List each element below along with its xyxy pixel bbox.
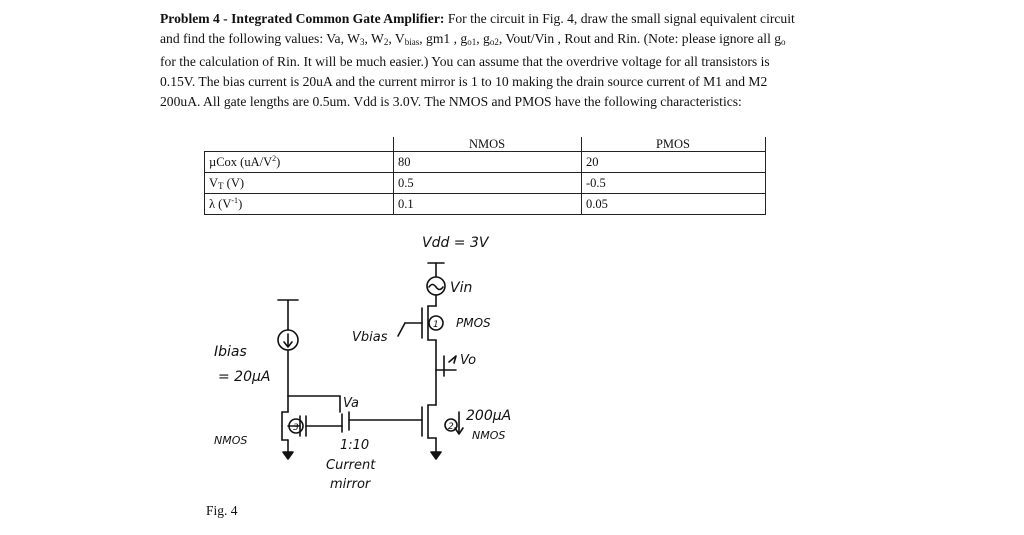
- nmos-value: 80: [394, 152, 582, 173]
- problem-text: , V: [388, 30, 405, 46]
- m3-number: 3: [293, 423, 299, 433]
- va-label: Va: [343, 396, 360, 411]
- i200-label: 200μA: [466, 408, 512, 424]
- subscript: bias: [404, 36, 420, 47]
- figure-label: Fig. 4: [206, 503, 238, 518]
- vin-label: Vin: [450, 280, 473, 296]
- param-label: V: [209, 176, 219, 190]
- mirror-word2: mirror: [330, 477, 371, 492]
- nmos-m2: [422, 405, 463, 459]
- nmos-value: 0.5: [394, 173, 582, 194]
- problem-text: , gm1 , g: [419, 30, 468, 46]
- pmos-label: PMOS: [456, 316, 491, 330]
- problem-text: For the circuit in Fig. 4, draw the small signal equivalent circuit and find the following values: Va, W: [160, 11, 795, 46]
- problem-text: , g: [476, 30, 490, 46]
- problem-text: for the calculation of Rin. It will be much easier.) You can assume that the overdrive voltage for all transistors is 0.15V. The bias current is 20uA and the current mirror is 1 to 10 making the drain source current of M1 and M2 200uA. All gate lengths are 0.5um. Vdd is 3.0V. The NMOS and PMOS have the following characteristics:: [160, 54, 770, 109]
- subscript: o1: [467, 36, 477, 47]
- superscript: 2: [272, 154, 277, 163]
- subscript: o: [781, 36, 786, 47]
- subscript: 2: [383, 36, 389, 47]
- pmos-value: 20: [582, 152, 766, 173]
- mirror-word1: Current: [326, 458, 376, 473]
- param-label: ): [276, 155, 281, 169]
- param-label: λ (V: [209, 197, 232, 211]
- problem-text: , W: [364, 30, 384, 46]
- vdd-supply: [428, 263, 444, 276]
- mirror-gate-connection: [342, 412, 422, 432]
- m1-number: 1: [433, 320, 439, 330]
- table-header-nmos: NMOS: [394, 137, 582, 152]
- vbias-label: Vbias: [352, 330, 388, 345]
- ibias-label: Ibias: [214, 344, 247, 360]
- param-label: µCox (uA/V: [209, 155, 273, 169]
- pmos-value: 0.05: [582, 194, 766, 215]
- problem-heading: Problem 4 - Integrated Common Gate Amplifier:: [160, 11, 445, 26]
- subscript: T: [218, 181, 224, 191]
- subscript: o2: [489, 36, 499, 47]
- vo-label: Vo: [460, 353, 477, 368]
- nmos-value: 0.1: [394, 194, 582, 215]
- param-label: (V): [223, 176, 245, 190]
- ibias-value: = 20μA: [218, 369, 271, 385]
- mirror-ratio-label: 1:10: [340, 438, 370, 453]
- vbias-lead: [398, 323, 405, 336]
- m2-number: 2: [448, 422, 454, 432]
- ibias-source: [278, 300, 298, 396]
- vin-source: [427, 277, 445, 306]
- table-header-pmos: PMOS: [582, 137, 766, 152]
- pmos-value: -0.5: [582, 173, 766, 194]
- superscript: -1: [231, 196, 239, 205]
- nmos-m3: [282, 396, 342, 459]
- vdd-label: Vdd = 3V: [422, 235, 489, 251]
- nmos-left-label: NMOS: [214, 434, 248, 447]
- nmos-right-label: NMOS: [472, 429, 506, 442]
- param-label: ): [238, 197, 243, 211]
- subscript: 3: [359, 36, 365, 47]
- problem-text: , Vout/Vin , Rout and Rin. (Note: please ignore all g: [498, 30, 782, 46]
- vout-node: [436, 356, 456, 376]
